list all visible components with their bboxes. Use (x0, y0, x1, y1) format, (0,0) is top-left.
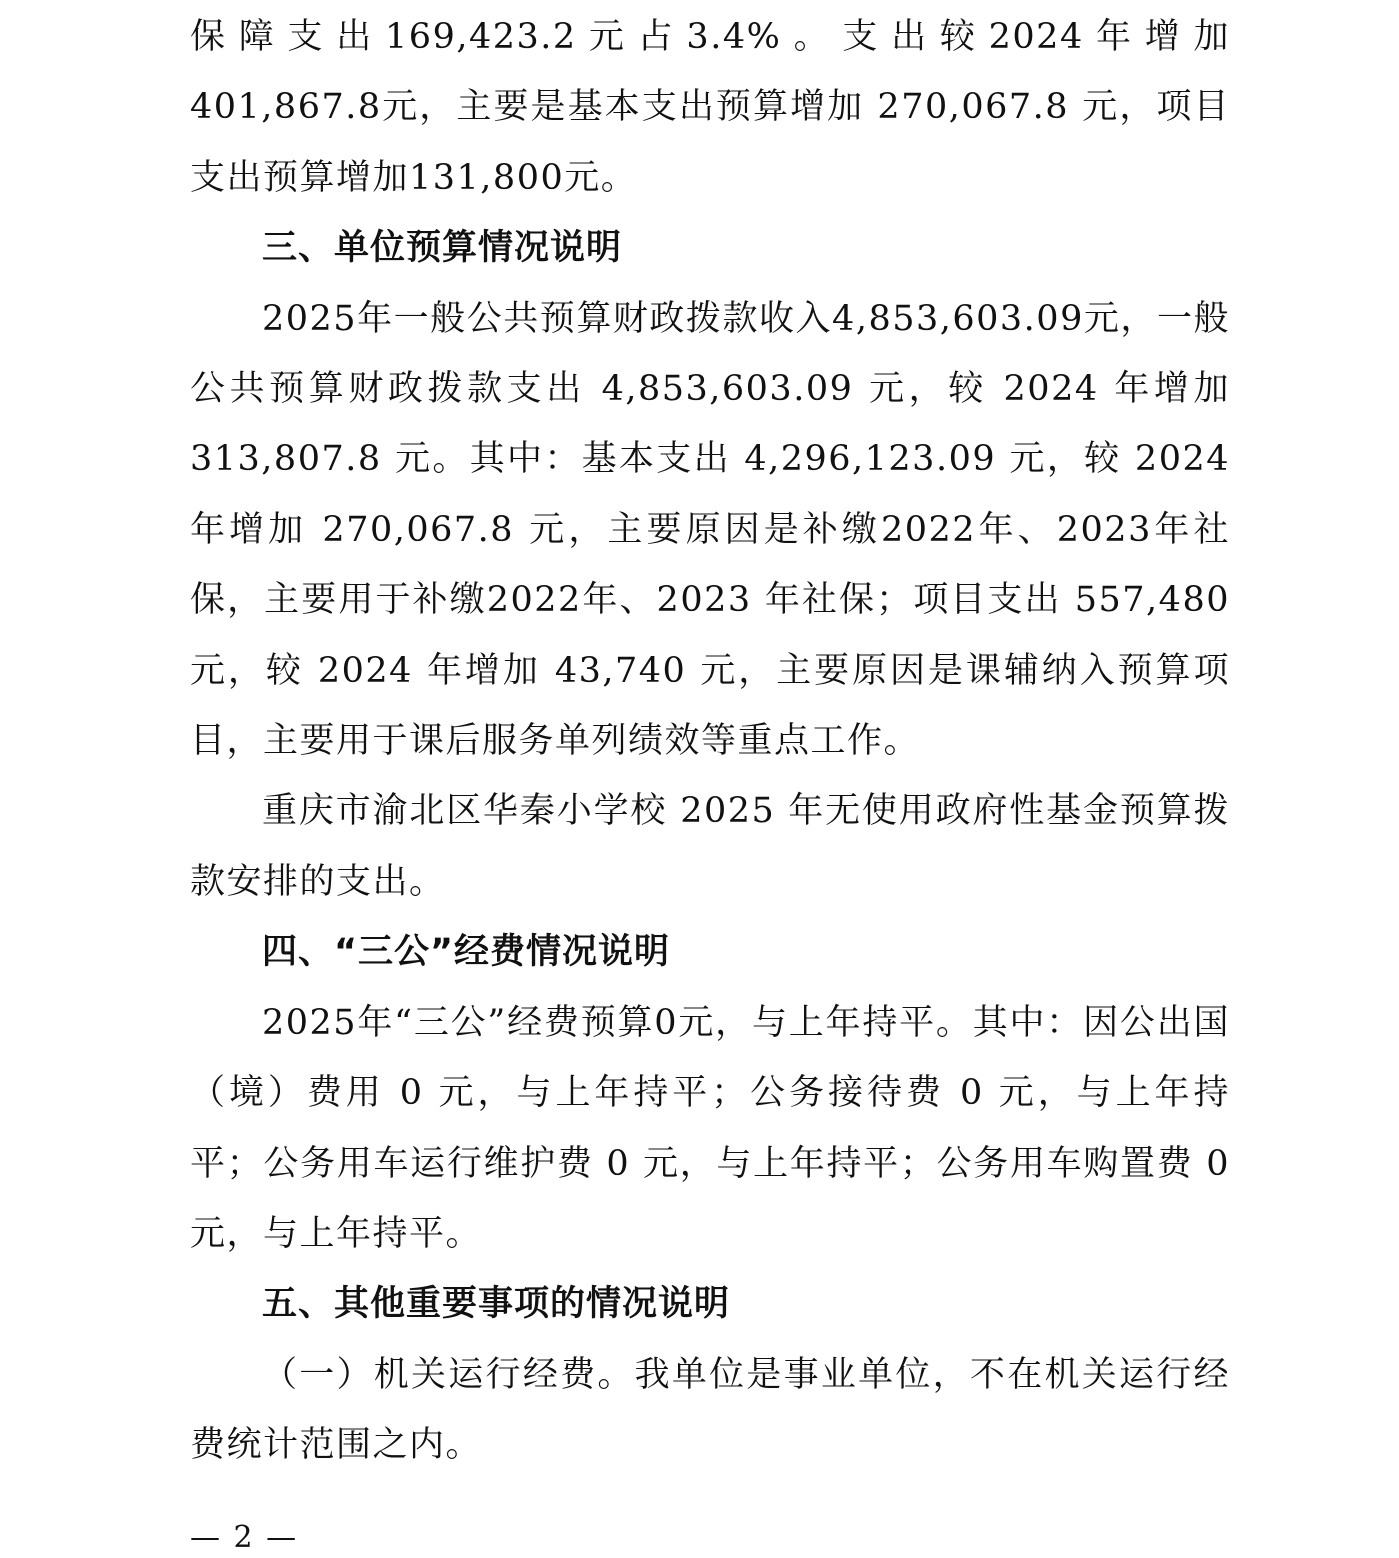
document-body (190, 2, 1230, 1481)
page-number: — 2 — (190, 1520, 299, 1555)
paragraph-general-budget: 2025年一般公共预算财政拨款收入4,853,603.09元，一般公共预算财政拨款支出 4,853,603.09 元，较 2024 年增加 313,807.8 元。其中：基本支出 4,296,123.09 元，较 2024 年增加 270,067.8 元，主要原因是补缴2022年、2023年社保，主要用于补缴2022年、2023 年社保；项目支出 557,480 元，较 2024 年增加 43,740 元，主要原因是课辅纳入预算项目，主要用于课后服务单列绩效等重点工作。 (190, 298, 1230, 762)
paragraph-three-public-funds: 2025年“三公”经费预算0元，与上年持平。其中：因公出国（境）费用 0 元，与上年持平；公务接待费 0 元，与上年持平；公务用车运行维护费 0 元，与上年持平；公务用车购置费 0 元，与上年持平。 (190, 1002, 1230, 1254)
section-heading-other-matters: 五、其他重要事项的情况说明 (262, 1284, 731, 1325)
section-heading-three-public: 四、“三公”经费情况说明 (262, 932, 671, 973)
paragraph-expenditure-summary: 保障支出169,423.2元占3.4%。支出较2024年增加401,867.8元，主要是基本支出预算增加 270,067.8 元，项目支出预算增加131,800元。 (190, 17, 1230, 198)
paragraph-operating-funds: （一）机关运行经费。我单位是事业单位，不在机关运行经费统计范围之内。 (190, 1354, 1230, 1466)
paragraph-government-fund: 重庆市渝北区华秦小学校 2025 年无使用政府性基金预算拨款安排的支出。 (190, 791, 1230, 902)
section-heading-unit-budget: 三、单位预算情况说明 (262, 228, 623, 269)
